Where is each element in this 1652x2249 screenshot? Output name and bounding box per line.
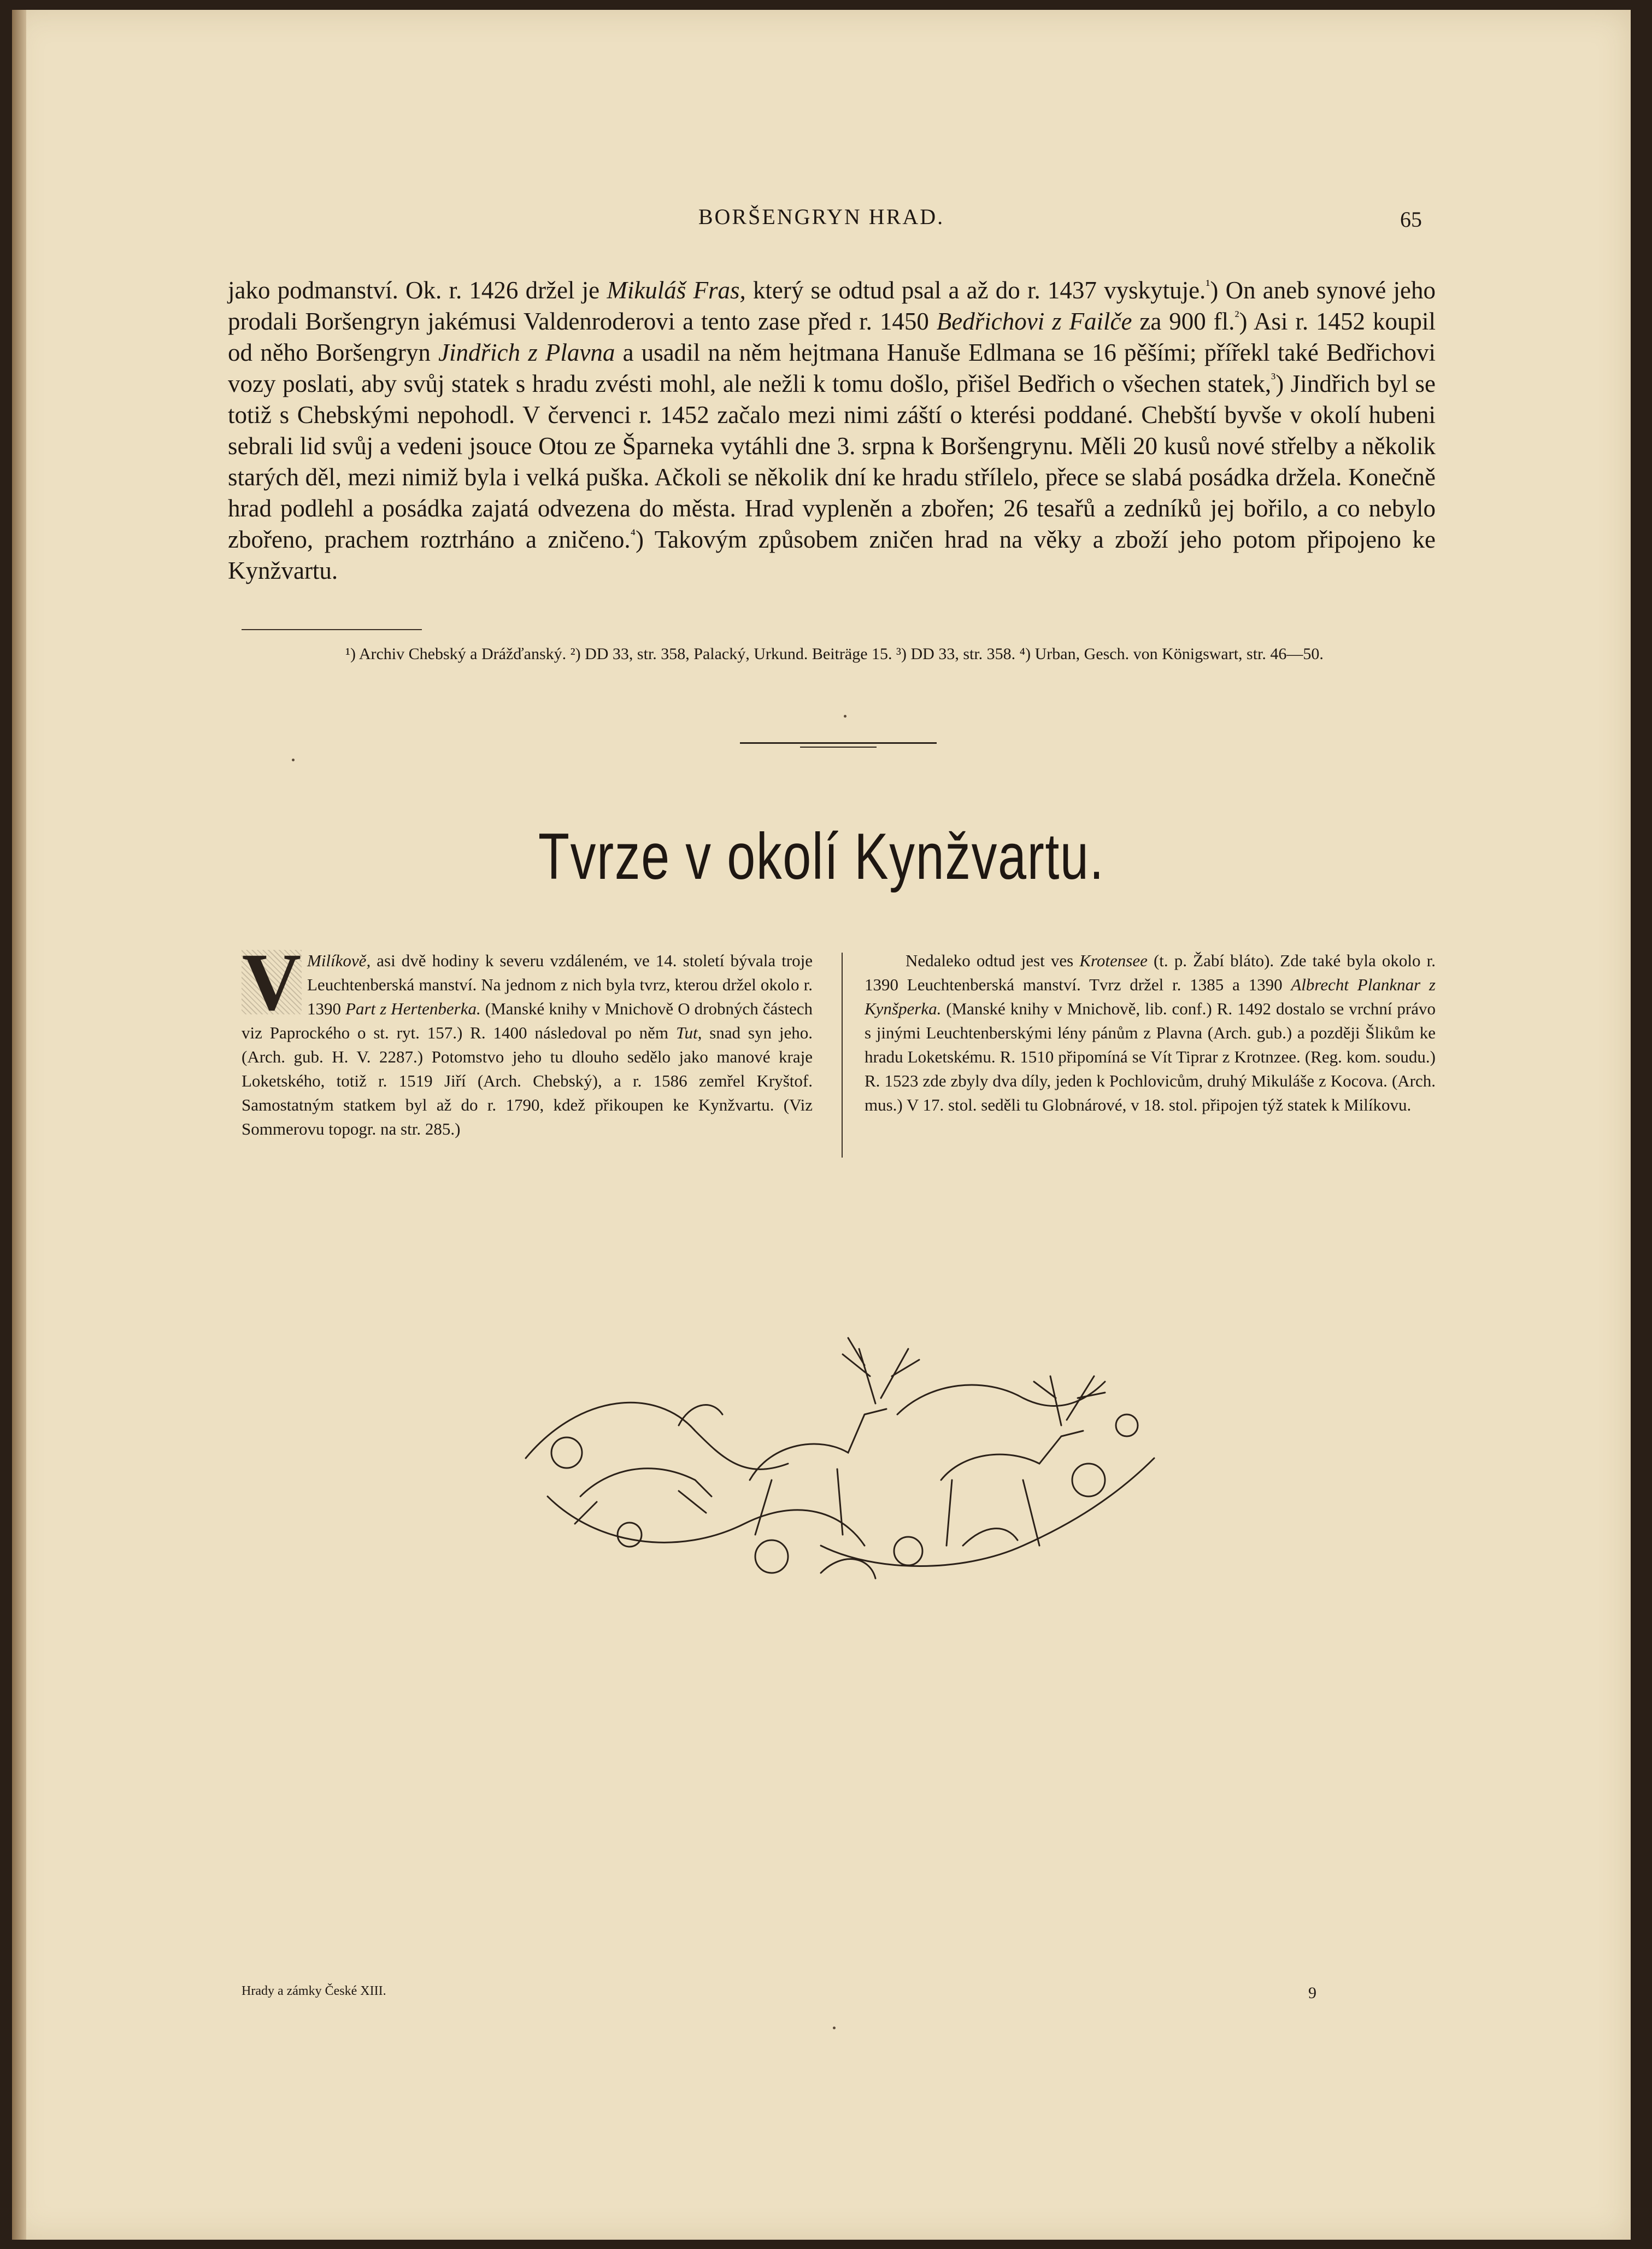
left-column-paragraph <box>242 937 813 1141</box>
italic-name: Milíkově, <box>307 951 371 970</box>
text-run: (Manské knihy v Mnichově O drobných částech viz Paprockého o st. ryt. 157.) R. 1400 následoval po něm <box>242 999 813 1042</box>
text-run: (t. p. Žabí bláto). Zde také byla okolo r. 1390 Leuchtenberská manství. Tvrz držel r. 1385 a 1390 <box>865 951 1436 994</box>
italic-name: Bedřichovi z Failče <box>936 308 1132 335</box>
page-spine-shadow <box>12 10 26 2240</box>
running-title: BORŠENGRYN HRAD. <box>698 204 945 229</box>
footnote-ref: ² <box>1234 308 1239 324</box>
speck <box>833 2027 836 2029</box>
speck <box>844 715 846 718</box>
text-run: ) Jindřich byl se totiž s Chebskými nepohodl. V červenci r. 1452 začalo mezi nimi záští o kterési poddané. Chebští byvše v okolí hubeni sebrali lid svůj a vedeni jsouce Otou ze Šparneka vytáhli dne 3. srpna k Boršengrynu. Měli 20 kusů nové střelby a několik starých děl, mezi nimiž byla i velká puška. Ačkoli se několik dní ke hradu střílelo, přece se slabá posádka držela. Konečně hrad podlehl a posádka zajatá odvezena do města. Hrad vypleněn a zbořen; 26 tesařů a zedníků jej bořilo, a co nebylo zbořeno, prachem roztrháno a zničeno. <box>228 370 1436 553</box>
text-run: Nedaleko odtud jest ves <box>906 951 1080 970</box>
main-paragraph <box>228 275 1436 586</box>
section-divider <box>740 742 937 750</box>
book-page <box>12 10 1631 2240</box>
italic-name: Krotensee <box>1079 951 1148 970</box>
italic-name: Mikuláš Fras, <box>607 277 746 304</box>
footnotes <box>242 643 1436 666</box>
footer-book-title: Hrady a zámky České XIII. <box>242 1984 386 1998</box>
drop-cap: V <box>242 937 302 1027</box>
stag-vignette-icon <box>515 1316 1165 1595</box>
footnotes-text: ¹) Archiv Chebský a Drážďanský. ²) DD 33, str. 358, Palacký, Urkund. Beiträge 15. ³) DD 33, str. 358. ⁴) Urban, Gesch. von Königswart, str. 46—50. <box>345 645 1324 663</box>
text-run: který se odtud psal a až do r. 1437 vyskytuje. <box>745 277 1206 304</box>
text-run: asi dvě hodiny k severu vzdáleném, ve 14. století bývala troje Leuchtenberská manství. Na jednom z nich byla tvrz, kterou držel okolo r. 1390 <box>307 951 813 1018</box>
footnote-rule <box>242 629 422 630</box>
text-run: a usadil na něm hejtmana Hanuše Edlmana se 16 pěšími; přířekl také Bedřichovi vozy poslati, aby svůj statek s hradu zvésti mohl, ale nežli k tomu došlo, přišel Bedřich o všechen statek, <box>228 339 1436 397</box>
italic-name: Jindřich z Plavna <box>438 339 615 366</box>
column-divider <box>842 953 843 1158</box>
text-run: snad syn jeho. (Arch. gub. H. V. 2287.) Potomstvo jeho tu dlouho sedělo jako manové kraje Loketského, totiž r. 1519 Jiří (Arch. Chebský), a r. 1586 zemřel Kryštof. Samostatným statkem byl až do r. 1790, kdež přikoupen ke Kynžvartu. (Viz Sommerovu topogr. na str. 285.) <box>242 1023 813 1138</box>
text-run: ) On aneb synové jeho prodali Boršengryn jakémusi Valdenroderovi a tento zase před r. 1450 <box>228 277 1436 335</box>
italic-name: Albrecht Planknar z Kynšperka. <box>865 975 1436 1018</box>
speck <box>292 759 295 761</box>
italic-name: Tut, <box>675 1023 702 1042</box>
right-column-paragraph <box>865 949 1436 1117</box>
right-column <box>865 949 1436 1117</box>
text-run: ) Takovým způsobem zničen hrad na věky a zboží jeho potom připojeno ke Kynžvartu. <box>228 526 1436 584</box>
text-run: (Manské knihy v Mnichově, lib. conf.) R. 1492 dostalo se vrchní právo s jinými Leuchtenberskými lény pánům z Plavna (Arch. gub.) a později Šlikům ke hradu Loketskému. R. 1510 připomíná se Vít Tiprar z Krotnzee. (Reg. kom. soudu.) R. 1523 zde zbyly dva díly, jeden k Pochlovicům, druhý Mikuláše z Kocova. (Arch. mus.) V 17. stol. seděli tu Globnárové, v 18. stol. připojen týž statek k Milíkovu. <box>865 999 1436 1114</box>
section-title: Tvrze v okolí Kynžvartu. <box>538 820 1105 893</box>
text-run: za 900 fl. <box>1132 308 1235 335</box>
text-run: ) Asi r. 1452 koupil od něho Boršengryn <box>228 308 1436 366</box>
main-text <box>228 275 1436 586</box>
footnote-ref: ⁴ <box>630 526 636 542</box>
page-number: 65 <box>1400 207 1422 232</box>
text-run: jako podmanství. Ok. r. 1426 držel je <box>228 277 607 304</box>
italic-name: Part z Hertenberka. <box>345 999 481 1018</box>
footnote-ref: ³ <box>1271 370 1276 386</box>
left-column <box>242 937 813 1141</box>
footer-signature-mark: 9 <box>1308 1984 1316 2002</box>
footnote-ref: ¹ <box>1206 277 1210 293</box>
